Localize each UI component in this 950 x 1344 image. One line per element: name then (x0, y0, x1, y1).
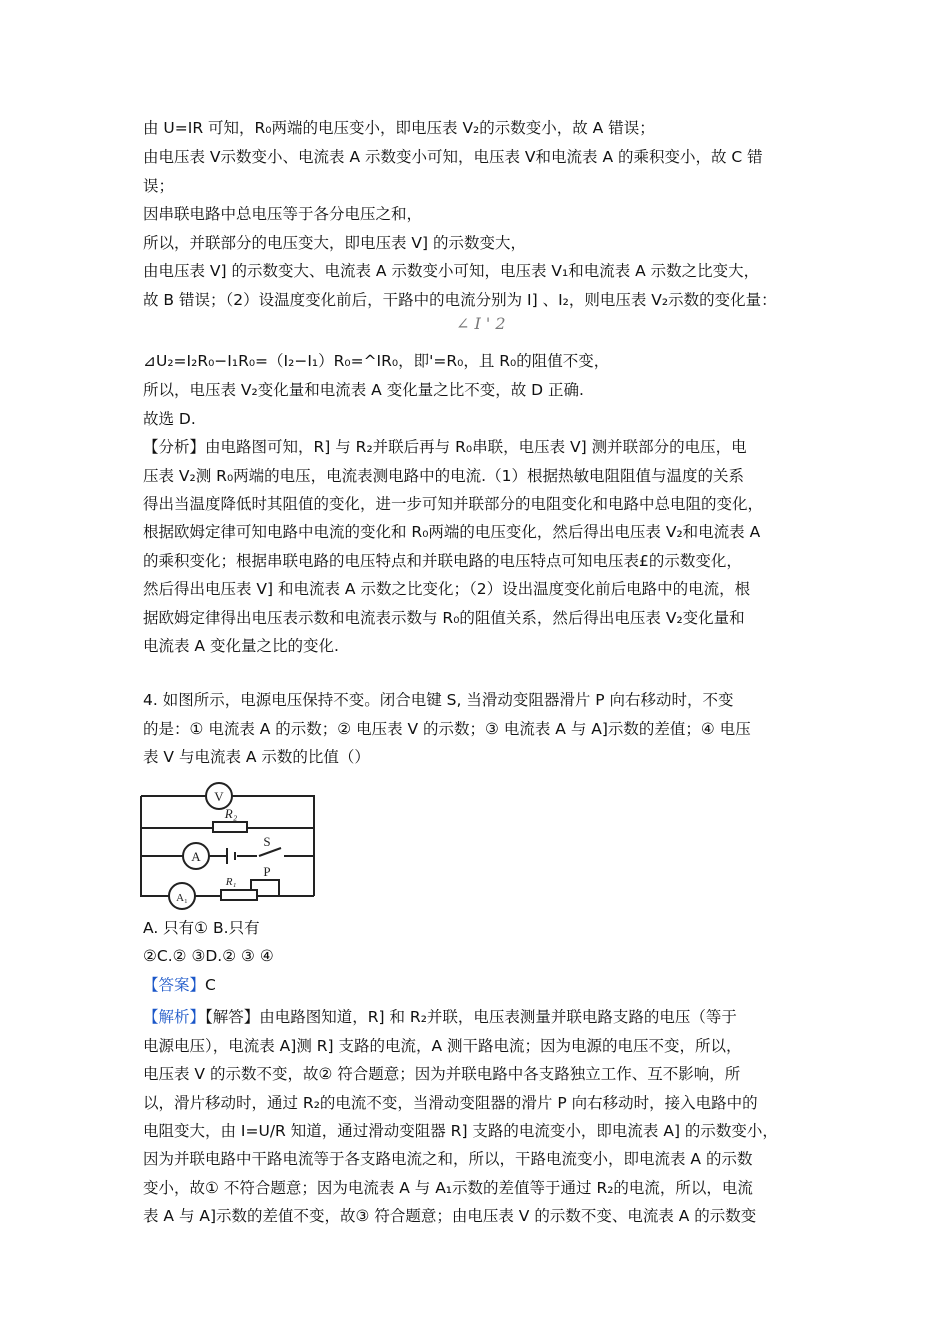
text-line: 得出当温度降低时其阻值的变化，进一步可知并联部分的电阻变化和电路中总电阻的变化， (143, 495, 764, 513)
ammeter-label: A (191, 849, 201, 864)
text-line: ⊿U₂=I₂R₀−I₁R₀=（I₂−I₁）R₀=^IR₀，即'=R₀，且 R₀的阻值不变， (143, 352, 610, 370)
text-line: 所以，并联部分的电压变大，即电压表 V] 的示数变大， (143, 234, 527, 252)
text-line: 以，滑片移动时，通过 R₂的电流不变，当滑动变阻器的滑片 P 向右移动时，接入电路中的 (143, 1094, 758, 1112)
text-line: 的乘积变化；根据串联电路的电压特点和并联电路的电压特点可知电压表£的示数变化， (143, 552, 742, 570)
text-line: ②C.② ③D.② ③ ④ (143, 947, 274, 965)
text-line: 的是：① 电流表 A 的示数；② 电压表 V 的示数；③ 电流表 A 与 A]示数的差值；④ 电压 (143, 720, 751, 738)
circuit-diagram (139, 776, 319, 911)
slider-label: P (263, 864, 271, 879)
answer-tag: 【答案】 (143, 976, 206, 994)
ammeter-a1-label: A₁ (176, 892, 188, 904)
text-line: 4. 如图所示，电源电压保持不变。闭合电键 S, 当滑动变阻器滑片 P 向右移动时，不变 (143, 691, 734, 709)
text-line: 根据欧姆定律可知电路中电流的变化和 R₀两端的电压变化，然后得出电压表 V₂和电流表 A (143, 523, 761, 541)
text-line: 电压表 V 的示数不变，故② 符合题意；因为并联电路中各支路独立工作、互不影响，所 (143, 1065, 741, 1083)
answer-value: C (205, 976, 216, 994)
text-line: 电阻变大，由 I=U/R 知道，通过滑动变阻器 R] 支路的电流变小，即电流表 A] 的示数变小， (143, 1122, 778, 1140)
voltmeter-label: V (214, 789, 224, 804)
text-line: 表 A 与 A]示数的差值不变，故③ 符合题意；由电压表 V 的示数不变、电流表 A 的示数变 (143, 1207, 757, 1225)
text-line: 误； (143, 177, 175, 195)
text-line: 因为并联电路中干路电流等于各支路电流之和，所以，干路电流变小，即电流表 A 的示数 (143, 1150, 753, 1168)
rheostat-label: R₁ (225, 876, 237, 888)
text-line: 然后得出电压表 V] 和电流表 A 示数之比变化；（2）设出温度变化前后电路中的电流，根 (143, 580, 751, 598)
text-line: 表 V 与电流表 A 示数的比值（） (143, 748, 370, 766)
text-line: 电源电压），电流表 A]测 R] 支路的电流，A 测干路电流；因为电源的电压不变，所以， (143, 1037, 742, 1055)
text-line: 所以，电压表 V₂变化量和电流表 A 变化量之比不变，故 D 正确. (143, 381, 584, 399)
text-line: 由 U=IR 可知，R₀两端的电压变小，即电压表 V₂的示数变小，故 A 错误； (143, 119, 655, 137)
text-line: 【分析】由电路图可知，R] 与 R₂并联后再与 R₀串联，电压表 V] 测并联部分的电压，电 (143, 438, 747, 456)
text-line: 压表 V₂测 R₀两端的电压，电流表测电路中的电流.（1）根据热敏电阻阻值与温度的关系 (143, 467, 744, 485)
text-line: 由电压表 V] 的示数变大、电流表 A 示数变小可知，电压表 V₁和电流表 A 示数之比变大， (143, 262, 760, 280)
text-line: A. 只有① B.只有 (143, 919, 260, 937)
faint-formula: ∠ I ' 2 (456, 314, 506, 333)
analysis-tag: 【解析】 (143, 1008, 206, 1026)
text-line: 据欧姆定律得出电压表示数和电流表示数与 R₀的阻值关系，然后得出电压表 V₂变化量和 (143, 609, 745, 627)
answer-line (143, 975, 823, 995)
text-line: 故 B 错误；（2）设温度变化前后，干路中的电流分别为 I] 、I₂，则电压表 V₂示数的变化量： (143, 291, 777, 309)
text-line: 由电压表 V示数变小、电流表 A 示数变小可知，电压表 V和电流表 A 的乘积变小，故 C 错 (143, 148, 763, 166)
text-line: 变小，故① 不符合题意；因为电流表 A 与 A₁示数的差值等于通过 R₂的电流，所以，电流 (143, 1179, 753, 1197)
text-line: 【解析】【解答】由电路图知道，R] 和 R₂并联，电压表测量并联电路支路的电压（等于 (143, 1008, 737, 1026)
text-line: 故选 D. (143, 410, 196, 428)
text-line: 电流表 A 变化量之比的变化. (143, 637, 339, 655)
text-line: 因串联电路中总电压等于各分电压之和， (143, 205, 423, 223)
r2-label: R₂ (224, 806, 238, 821)
switch-label: S (263, 834, 271, 849)
